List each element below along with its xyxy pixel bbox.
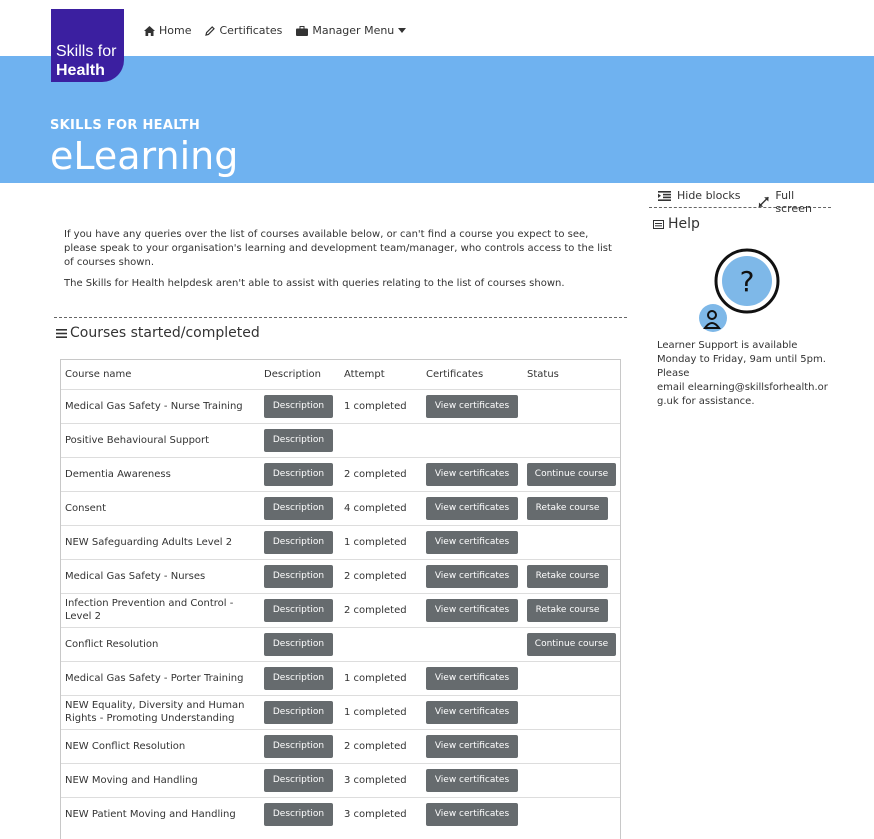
logo-line2: Health — [56, 62, 105, 79]
certificates-cell — [422, 457, 523, 491]
status-cell — [523, 457, 620, 491]
course-name: Conflict Resolution — [61, 627, 260, 661]
course-name: Dementia Awareness — [61, 457, 260, 491]
certificates-cell — [422, 389, 523, 423]
view-certificates-button[interactable]: View certificates — [426, 463, 518, 486]
table-row — [61, 525, 620, 559]
attempt-cell: 3 completed — [340, 797, 422, 831]
table-header-row — [61, 360, 620, 389]
attempt-cell: 2 completed — [340, 457, 422, 491]
table-row — [61, 423, 620, 457]
view-certificates-button[interactable]: View certificates — [426, 803, 518, 826]
table-row — [61, 627, 620, 661]
course-name: Positive Behavioural Support — [61, 423, 260, 457]
nav-home-label: Home — [159, 24, 192, 37]
block-controls — [649, 188, 831, 215]
menu-lines-icon — [56, 329, 67, 338]
table-row — [61, 661, 620, 695]
briefcase-icon — [296, 26, 308, 36]
description-cell — [260, 559, 340, 593]
description-button[interactable]: Description — [264, 735, 333, 758]
description-button[interactable]: Description — [264, 599, 333, 622]
course-name: NEW Equality, Diversity and Human Rights - Promoting Understanding — [61, 695, 260, 729]
description-button[interactable]: Description — [264, 633, 333, 656]
course-name: NEW Safeguarding Adults Level 2 — [61, 525, 260, 559]
status-cell — [523, 695, 620, 729]
view-certificates-button[interactable]: View certificates — [426, 497, 518, 520]
status-cell — [523, 729, 620, 763]
description-cell — [260, 457, 340, 491]
description-cell — [260, 491, 340, 525]
certificates-cell — [422, 763, 523, 797]
page-title: eLearning — [50, 134, 239, 178]
attempt-cell — [340, 423, 422, 457]
course-name: Medical Gas Safety - Nurse Training — [61, 389, 260, 423]
col-attempt: Attempt — [344, 368, 385, 380]
status-cell — [523, 763, 620, 797]
attempt-cell: 4 completed — [340, 491, 422, 525]
retake-course-button[interactable]: Retake course — [527, 497, 608, 520]
retake-course-button[interactable]: Retake course — [527, 565, 608, 588]
view-certificates-button[interactable]: View certificates — [426, 395, 518, 418]
col-course-name: Course name — [65, 368, 132, 380]
pencil-icon — [205, 26, 215, 36]
table-row — [61, 729, 620, 763]
description-button[interactable]: Description — [264, 531, 333, 554]
help-text — [657, 339, 833, 409]
nav-manager-menu[interactable] — [296, 24, 406, 37]
course-name: Medical Gas Safety - Porter Training — [61, 661, 260, 695]
certificates-cell — [422, 525, 523, 559]
list-icon — [653, 220, 664, 229]
table-row — [61, 389, 620, 423]
retake-course-button[interactable]: Retake course — [527, 599, 608, 622]
description-cell — [260, 593, 340, 627]
col-status: Status — [527, 368, 559, 380]
section-divider — [54, 317, 627, 318]
status-cell — [523, 491, 620, 525]
course-name: NEW Conflict Resolution — [61, 729, 260, 763]
help-line1: Learner Support is available — [657, 340, 798, 351]
attempt-cell: 2 completed — [340, 729, 422, 763]
description-cell — [260, 389, 340, 423]
notice-paragraph-2: The Skills for Health helpdesk aren't able to assist with queries relating to the list of courses shown. — [64, 278, 565, 289]
status-cell — [523, 423, 620, 457]
view-certificates-button[interactable]: View certificates — [426, 531, 518, 554]
certificates-cell — [422, 661, 523, 695]
home-icon — [144, 26, 155, 36]
attempt-cell: 1 completed — [340, 389, 422, 423]
description-button[interactable]: Description — [264, 395, 333, 418]
col-certificates: Certificates — [426, 368, 484, 380]
course-name: Consent — [61, 491, 260, 525]
certificates-cell — [422, 627, 523, 661]
certificates-cell — [422, 491, 523, 525]
description-button[interactable]: Description — [264, 769, 333, 792]
view-certificates-button[interactable]: View certificates — [426, 565, 518, 588]
attempt-cell: 1 completed — [340, 661, 422, 695]
description-button[interactable]: Description — [264, 497, 333, 520]
description-button[interactable]: Description — [264, 463, 333, 486]
expand-icon — [758, 196, 769, 208]
view-certificates-button[interactable]: View certificates — [426, 769, 518, 792]
attempt-cell: 1 completed — [340, 525, 422, 559]
help-icon — [698, 248, 784, 334]
attempt-cell: 3 completed — [340, 763, 422, 797]
col-description: Description — [264, 368, 321, 380]
help-block-title — [653, 216, 700, 232]
description-button[interactable]: Description — [264, 701, 333, 724]
description-cell — [260, 695, 340, 729]
view-certificates-button[interactable]: View certificates — [426, 667, 518, 690]
attempt-cell: 2 completed — [340, 559, 422, 593]
course-name: NEW Moving and Handling — [61, 763, 260, 797]
status-cell — [523, 389, 620, 423]
description-button[interactable]: Description — [264, 803, 333, 826]
description-cell — [260, 729, 340, 763]
full-screen-label: Full screen — [775, 189, 812, 215]
hide-blocks-label: Hide blocks — [677, 189, 741, 202]
table-row — [61, 593, 620, 627]
hide-blocks-button[interactable] — [658, 189, 741, 202]
description-cell — [260, 763, 340, 797]
status-cell — [523, 525, 620, 559]
description-cell — [260, 661, 340, 695]
attempt-cell: 2 completed — [340, 593, 422, 627]
certificates-cell — [422, 729, 523, 763]
main-nav — [144, 24, 406, 37]
course-name: NEW Patient Moving and Handling — [61, 797, 260, 831]
nav-home[interactable] — [144, 24, 191, 37]
description-cell — [260, 525, 340, 559]
status-cell — [523, 559, 620, 593]
header-subtitle: SKILLS FOR HEALTH — [50, 118, 200, 133]
table-row — [61, 457, 620, 491]
description-cell — [260, 423, 340, 457]
top-navbar — [0, 0, 874, 79]
courses-table — [61, 360, 620, 831]
svg-text:?: ? — [739, 265, 755, 298]
certificates-cell — [422, 559, 523, 593]
notice-paragraph-1: If you have any queries over the list of courses available below, or can't find a course you expect to see, please speak to your organisation's learning and development team/manager, who controls access to the list of courses shown. — [64, 229, 612, 268]
description-button[interactable]: Description — [264, 667, 333, 690]
help-title: Help — [668, 216, 700, 232]
table-row — [61, 763, 620, 797]
view-certificates-button[interactable]: View certificates — [426, 599, 518, 622]
skills-for-health-logo[interactable] — [51, 9, 124, 82]
courses-table-body — [61, 389, 620, 831]
description-button[interactable]: Description — [264, 429, 333, 452]
table-row — [61, 559, 620, 593]
status-cell — [523, 661, 620, 695]
attempt-cell: 1 completed — [340, 695, 422, 729]
caret-down-icon — [398, 28, 406, 33]
table-row — [61, 695, 620, 729]
description-cell — [260, 627, 340, 661]
courses-table-container — [60, 359, 621, 839]
table-row — [61, 491, 620, 525]
page-header-banner — [0, 56, 874, 183]
status-cell — [523, 593, 620, 627]
view-certificates-button[interactable]: View certificates — [426, 735, 518, 758]
view-certificates-button[interactable]: View certificates — [426, 701, 518, 724]
course-name: Infection Prevention and Control - Level 2 — [61, 593, 260, 627]
nav-certificates-label: Certificates — [219, 24, 283, 37]
course-notice — [64, 228, 624, 298]
certificates-cell — [422, 695, 523, 729]
description-button[interactable]: Description — [264, 565, 333, 588]
indent-icon — [658, 191, 671, 201]
help-email-line: email elearning@skillsforhealth.org.uk for assistance. — [657, 382, 828, 407]
certificates-cell — [422, 423, 523, 457]
full-screen-button[interactable] — [758, 189, 831, 215]
nav-certificates[interactable] — [205, 24, 282, 37]
nav-manager-menu-label: Manager Menu — [312, 24, 395, 37]
course-name: Medical Gas Safety - Nurses — [61, 559, 260, 593]
continue-course-button[interactable]: Continue course — [527, 633, 616, 656]
courses-section-heading — [56, 325, 260, 341]
help-line3: Please — [657, 368, 690, 379]
help-line2: Monday to Friday, 9am until 5pm. — [657, 354, 826, 365]
status-cell — [523, 627, 620, 661]
certificates-cell — [422, 593, 523, 627]
section-title: Courses started/completed — [70, 325, 260, 341]
continue-course-button[interactable]: Continue course — [527, 463, 616, 486]
attempt-cell — [340, 627, 422, 661]
logo-line1: Skills for — [56, 43, 117, 60]
